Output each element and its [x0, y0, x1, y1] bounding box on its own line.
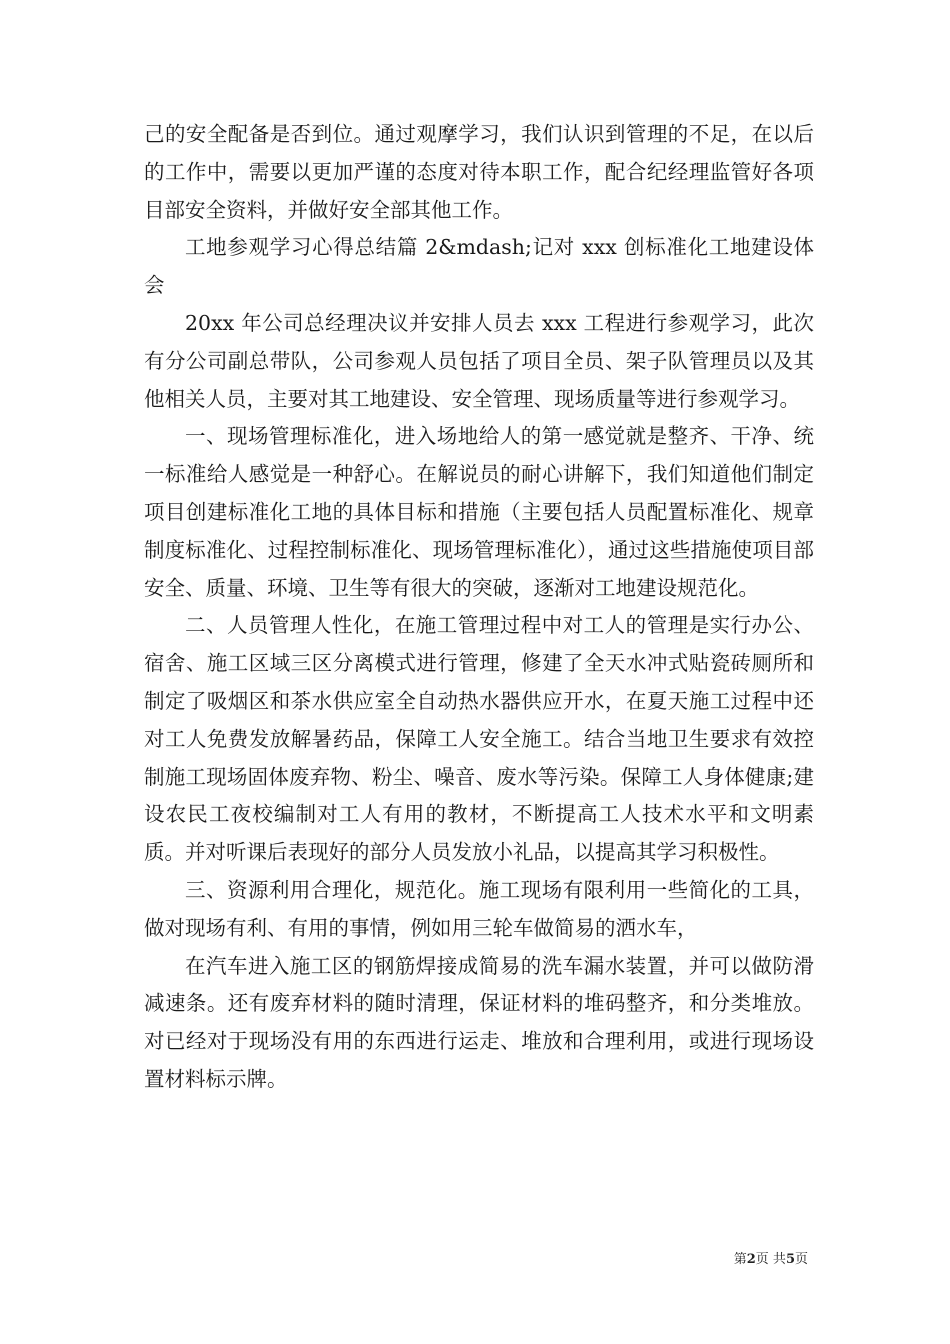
paragraph: 在汽车进入施工区的钢筋焊接成简易的洗车漏水装置，并可以做防滑减速条。还有废弃材料的随时清理，保证材料的堆码整齐，和分类堆放。对已经对于现场没有用的东西进行运走、堆放和合理利用，或进行现场设置材料标示牌。: [144, 953, 814, 1091]
footer-middle: 页 共: [755, 1252, 786, 1267]
paragraph: 一、现场管理标准化，进入场地给人的第一感觉就是整齐、干净、统一标准给人感觉是一种舒心。在解说员的耐心讲解下，我们知道他们制定项目创建标准化工地的具体目标和措施（主要包括人员配置标准化、规章制度标准化、过程控制标准化、现场管理标准化），通过这些措施使项目部安全、质量、环境、卫生等有很大的突破，逐渐对工地建设规范化。: [144, 424, 814, 600]
footer-suffix: 页: [794, 1252, 808, 1267]
current-page-number: 2: [746, 1252, 756, 1267]
page-number-footer: [734, 1248, 808, 1267]
paragraph: 三、资源利用合理化，规范化。施工现场有限利用一些简化的工具，做对现场有利、有用的事情，例如用三轮车做简易的洒水车，: [144, 877, 814, 940]
section-heading: 工地参观学习心得总结篇 2&mdash;记对 xxx 创标准化工地建设体会: [144, 235, 814, 298]
footer-prefix: 第: [733, 1252, 747, 1267]
paragraph: 二、人员管理人性化，在施工管理过程中对工人的管理是实行办公、宿舍、施工区域三区分离模式进行管理，修建了全天水冲式贴瓷砖厕所和制定了吸烟区和茶水供应室全自动热水器供应开水，在夏天施工过程中还对工人免费发放解暑药品，保障工人安全施工。结合当地卫生要求有效控制施工现场固体废弃物、粉尘、噪音、废水等污染。保障工人身体健康;建设农民工夜校编制对工人有用的教材，不断提高工人技术水平和文明素质。并对听课后表现好的部分人员发放小礼品，以提高其学习积极性。: [144, 613, 814, 865]
paragraph: 20xx 年公司总经理决议并安排人员去 xxx 工程进行参观学习，此次有分公司副总带队，公司参观人员包括了项目全员、架子队管理员以及其他相关人员，主要对其工地建设、安全管理、现场质量等进行参观学习。: [144, 310, 814, 411]
paragraph: 己的安全配备是否到位。通过观摩学习，我们认识到管理的不足，在以后的工作中，需要以更加严谨的态度对待本职工作，配合纪经理监管好各项目部安全资料，并做好安全部其他工作。: [144, 122, 814, 222]
total-pages-number: 5: [785, 1252, 795, 1267]
document-body: [144, 116, 814, 1099]
